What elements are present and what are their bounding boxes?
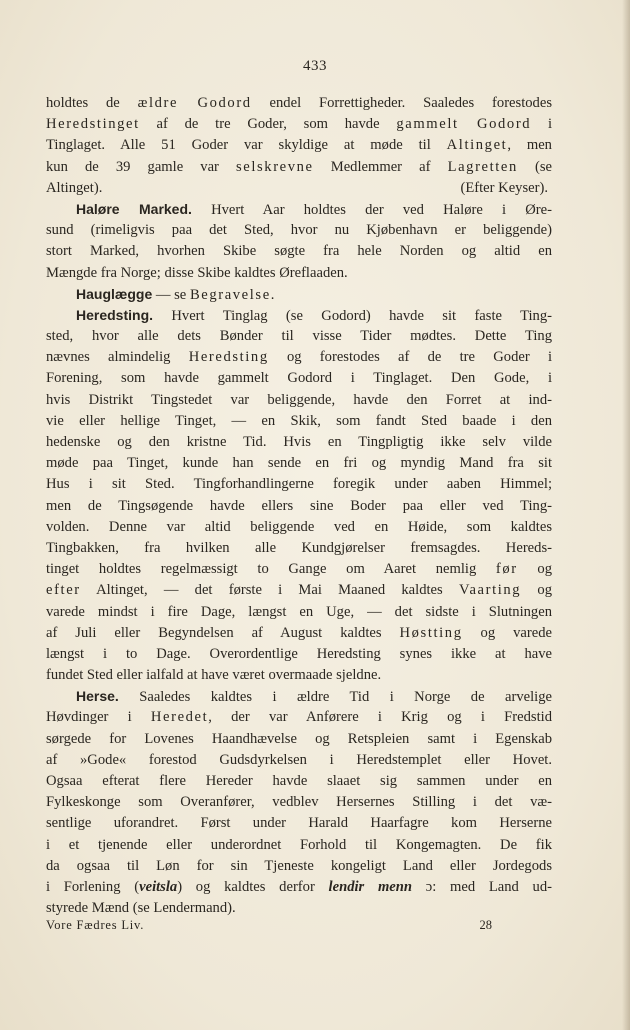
text-line: hedenske og den kristne Tid. Hvis en Tingpligtig ikke selv vilde [46, 434, 552, 450]
footer-signature-number: 28 [479, 918, 492, 932]
page-number: 433 [303, 58, 327, 74]
text-line: hvis Distrikt Tingstedet var beliggende, havde den Forret at ind- [46, 391, 552, 408]
text-line: styrede Mænd (se Lendermand). [46, 900, 236, 917]
text-line: Forening, som havde gammelt Godord i Tinglaget. Den Gode, i [46, 370, 552, 387]
text-line: i et tjenende eller underordnet Forhold til Kongemagten. De fik [46, 836, 552, 853]
text-line: sted, hvor alle dets Bønder til visse Tider mødtes. Dette Ting [46, 328, 552, 345]
text-line: varede mindst i fire Dage, længst en Uge, — det sidste i Slutningen [46, 603, 552, 620]
text-line: holdtes de ældre Godord endel Forrettigheder. Saaledes forestodes [46, 95, 553, 111]
text-line: af Juli eller Begyndelsen af August kaldtes Høstting og varede [46, 624, 552, 641]
text-line: af »Gode« forestod Gudsdyrkelsen i Heredstemplet eller Hovet. [46, 751, 552, 768]
text-line: Herse. Saaledes kaldtes i ældre Tid i Norge de arvelige [76, 688, 552, 706]
text-line: sund (rimeligvis paa det Sted, hvor nu Kjøbenhavn er beliggende) [46, 222, 552, 239]
body-text [46, 93, 552, 919]
text-line: møde paa Tinget, kunde han sende en fri og myndig Mand fra sit [46, 455, 552, 472]
text-line: Heredsting. Hvert Tinglag (se Godord) havde sit faste Ting- [76, 306, 552, 324]
text-line: Ogsaa efterat flere Hereder havde slaaet sig sammen under en [46, 773, 552, 789]
entry-heading-heredsting: Heredsting. [76, 306, 154, 323]
entry-heading-herse: Herse. [76, 688, 119, 705]
text-line: tinget holdtes regelmæssigt to Gange om Aaret nemlig før og [46, 561, 552, 578]
text-line: volden. Denne var altid beliggende ved en Høide, som kaldtes [46, 518, 552, 535]
text-line: længst i to Dage. Overordentlige Heredsting synes ikke at have [46, 645, 552, 662]
text-line: vie eller hellige Tinget, — en Skik, som fandt Sted baade i den [46, 412, 552, 429]
text-line: Hus i sit Sted. Tingforhandlingerne foregik under aaben Himmel; [46, 476, 552, 493]
text-line: Tingbakken, fra hvilken alle Kundgjørelser fremsagdes. Hereds- [46, 539, 552, 556]
text-line: efter Altinget, — det første i Mai Maaned kaldtes Vaarting og [46, 582, 552, 599]
text-line: kun de 39 gamle var selskrevne Medlemmer af Lagretten (se [46, 158, 553, 175]
text-line: sentlige uforandret. Først under Harald Haarfagre kom Herserne [46, 815, 552, 832]
text-line: sørgede for Lovenes Haandhævelse og Retspleien samt i Egenskab [46, 730, 552, 747]
entry-heading-halore: Haløre Marked. [76, 200, 192, 217]
citation: (Efter Keyser). [460, 179, 548, 196]
text-line: Altinget). (Efter Keyser). [46, 178, 552, 199]
text-line: Høvdinger i Heredet, der var Anførere i Krig og i Fredstid [46, 709, 552, 726]
text-line: Heredstinget af de tre Goder, som havde gammelt Godord i [46, 116, 553, 133]
entry-heading-hauglaegge: Hauglægge [76, 285, 153, 302]
footer-book-title: Vore Fædres Liv. [46, 918, 145, 932]
text-line: da ogsaa til Løn for sin Tjeneste kongeligt Land eller Jordegods [46, 857, 552, 874]
page-footer [46, 918, 492, 933]
text-line: fundet Sted eller ialfald at have været overmaade sjeldne. [46, 667, 382, 684]
page-edge-shadow [622, 0, 630, 1030]
text-line: Hauglægge — se Begravelse. [76, 285, 275, 303]
text-line: men de Tingsøgende havde ellers sine Boder paa eller ved Ting- [46, 497, 552, 514]
text-line: nævnes almindelig Heredsting og forestodes af de tre Goder i [46, 349, 553, 366]
text-line: i Forlening (veitsla) og kaldtes derfor lendir menn ɔ: med Land ud- [46, 878, 552, 895]
text-line: Fylkeskonge som Overanfører, vedblev Hersernes Stilling i det væ- [46, 794, 552, 811]
text-line: stort Marked, hvorhen Skibe søgte fra hele Norden og altid en [46, 243, 552, 260]
text-line: Mængde fra Norge; disse Skibe kaldtes Øreflaaden. [46, 264, 348, 281]
text-line: Tinglaget. Alle 51 Goder var skyldige at møde til Altinget, men [46, 137, 552, 154]
text-line: Haløre Marked. Hvert Aar holdtes der ved Haløre i Øre- [76, 200, 552, 218]
